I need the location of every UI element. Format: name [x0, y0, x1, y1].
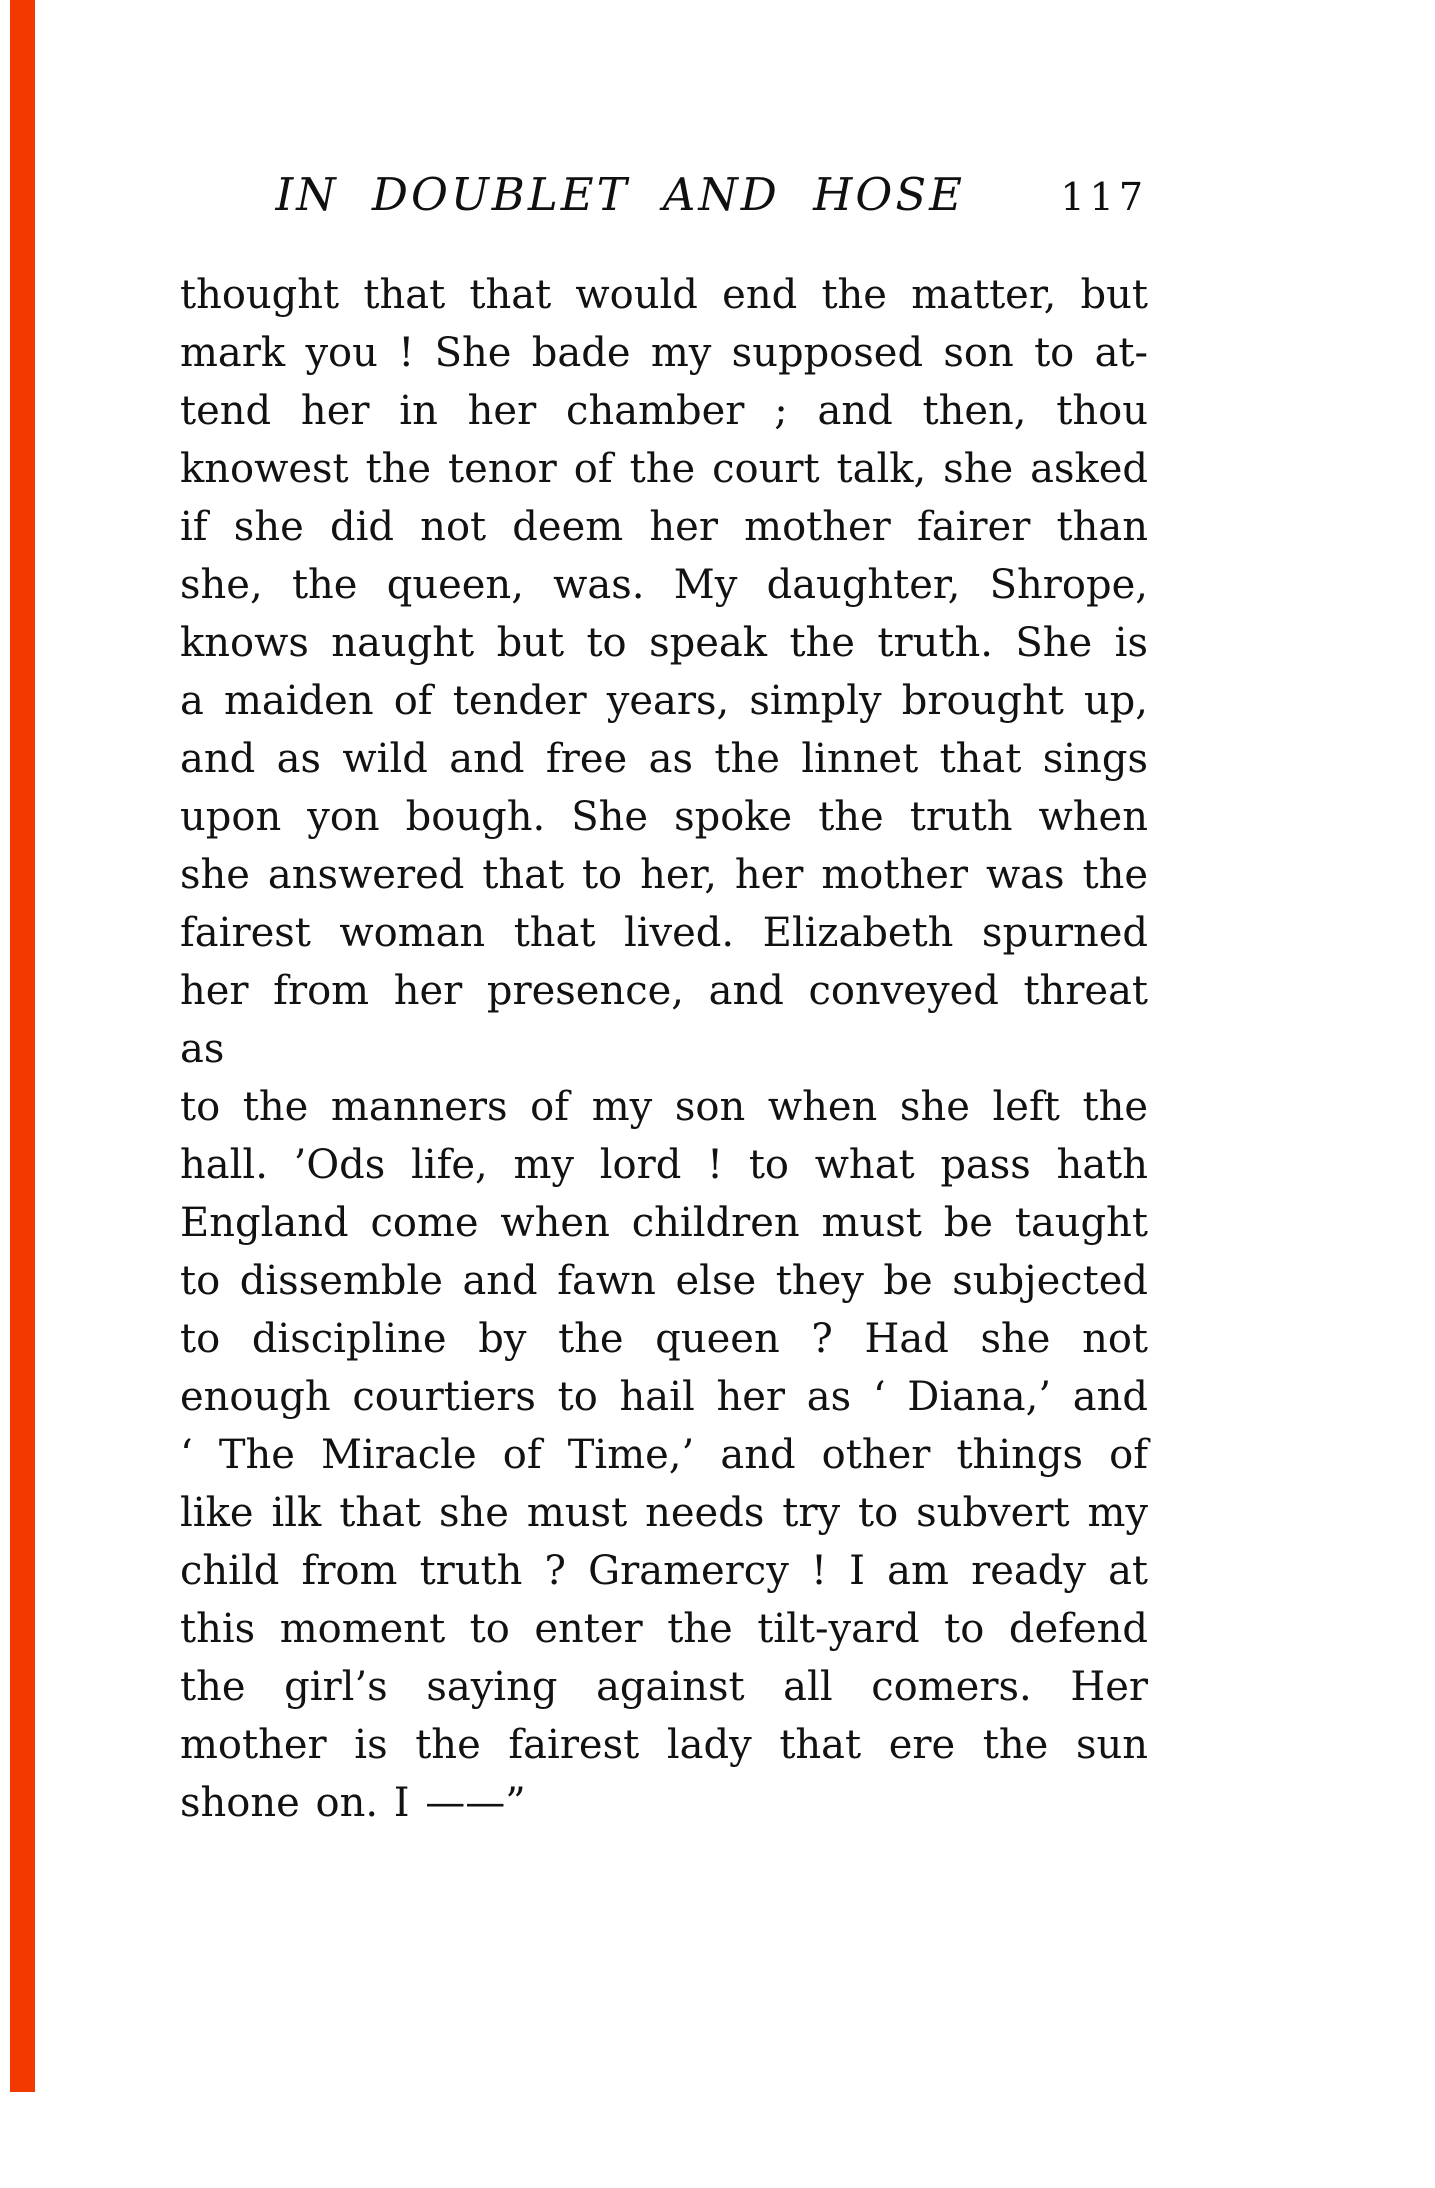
- text-line: child from truth ? Gramercy ! I am ready at: [180, 1548, 1148, 1594]
- text-line: England come when children must be taught: [180, 1200, 1148, 1246]
- text-line: and as wild and free as the linnet that sings: [180, 736, 1148, 782]
- text-block: [180, 266, 1148, 1832]
- text-line: she, the queen, was. My daughter, Shrope,: [180, 562, 1148, 608]
- text-line: if she did not deem her mother fairer than: [180, 504, 1148, 550]
- text-line: mother is the fairest lady that ere the sun: [180, 1722, 1148, 1768]
- text-line: upon yon bough. She spoke the truth when: [180, 794, 1148, 840]
- text-line: to discipline by the queen ? Had she not: [180, 1316, 1148, 1362]
- text-line: this moment to enter the tilt-yard to defend: [180, 1606, 1148, 1652]
- text-line: like ilk that she must needs try to subvert my: [180, 1490, 1148, 1536]
- text-line: to dissemble and fawn else they be subjected: [180, 1258, 1148, 1304]
- text-line: thought that that would end the matter, but: [180, 272, 1148, 318]
- page-number: 117: [1060, 175, 1148, 219]
- text-line: knows naught but to speak the truth. She is: [180, 620, 1148, 666]
- text-line: a maiden of tender years, simply brought up,: [180, 678, 1148, 724]
- text-line: tend her in her chamber ; and then, thou: [180, 388, 1148, 434]
- text-line: hall. ’Ods life, my lord ! to what pass hath: [180, 1142, 1148, 1188]
- text-line: fairest woman that lived. Elizabeth spurned: [180, 910, 1148, 956]
- text-line: her from her presence, and conveyed threat as: [180, 968, 1148, 1072]
- red-edge-strip: [10, 0, 35, 2092]
- text-line: she answered that to her, her mother was the: [180, 852, 1148, 898]
- running-title: IN DOUBLET AND HOSE: [275, 168, 965, 221]
- text-line: mark you ! She bade my supposed son to at-: [180, 330, 1148, 376]
- running-head: [180, 168, 1148, 221]
- text-line: shone on. I ——”: [180, 1780, 526, 1826]
- text-line: the girl’s saying against all comers. Her: [180, 1664, 1148, 1710]
- text-line: ‘ The Miracle of Time,’ and other things of: [180, 1432, 1148, 1478]
- text-line: knowest the tenor of the court talk, she asked: [180, 446, 1148, 492]
- text-line: enough courtiers to hail her as ‘ Diana,’ and: [180, 1374, 1148, 1420]
- text-line: to the manners of my son when she left the: [180, 1084, 1148, 1130]
